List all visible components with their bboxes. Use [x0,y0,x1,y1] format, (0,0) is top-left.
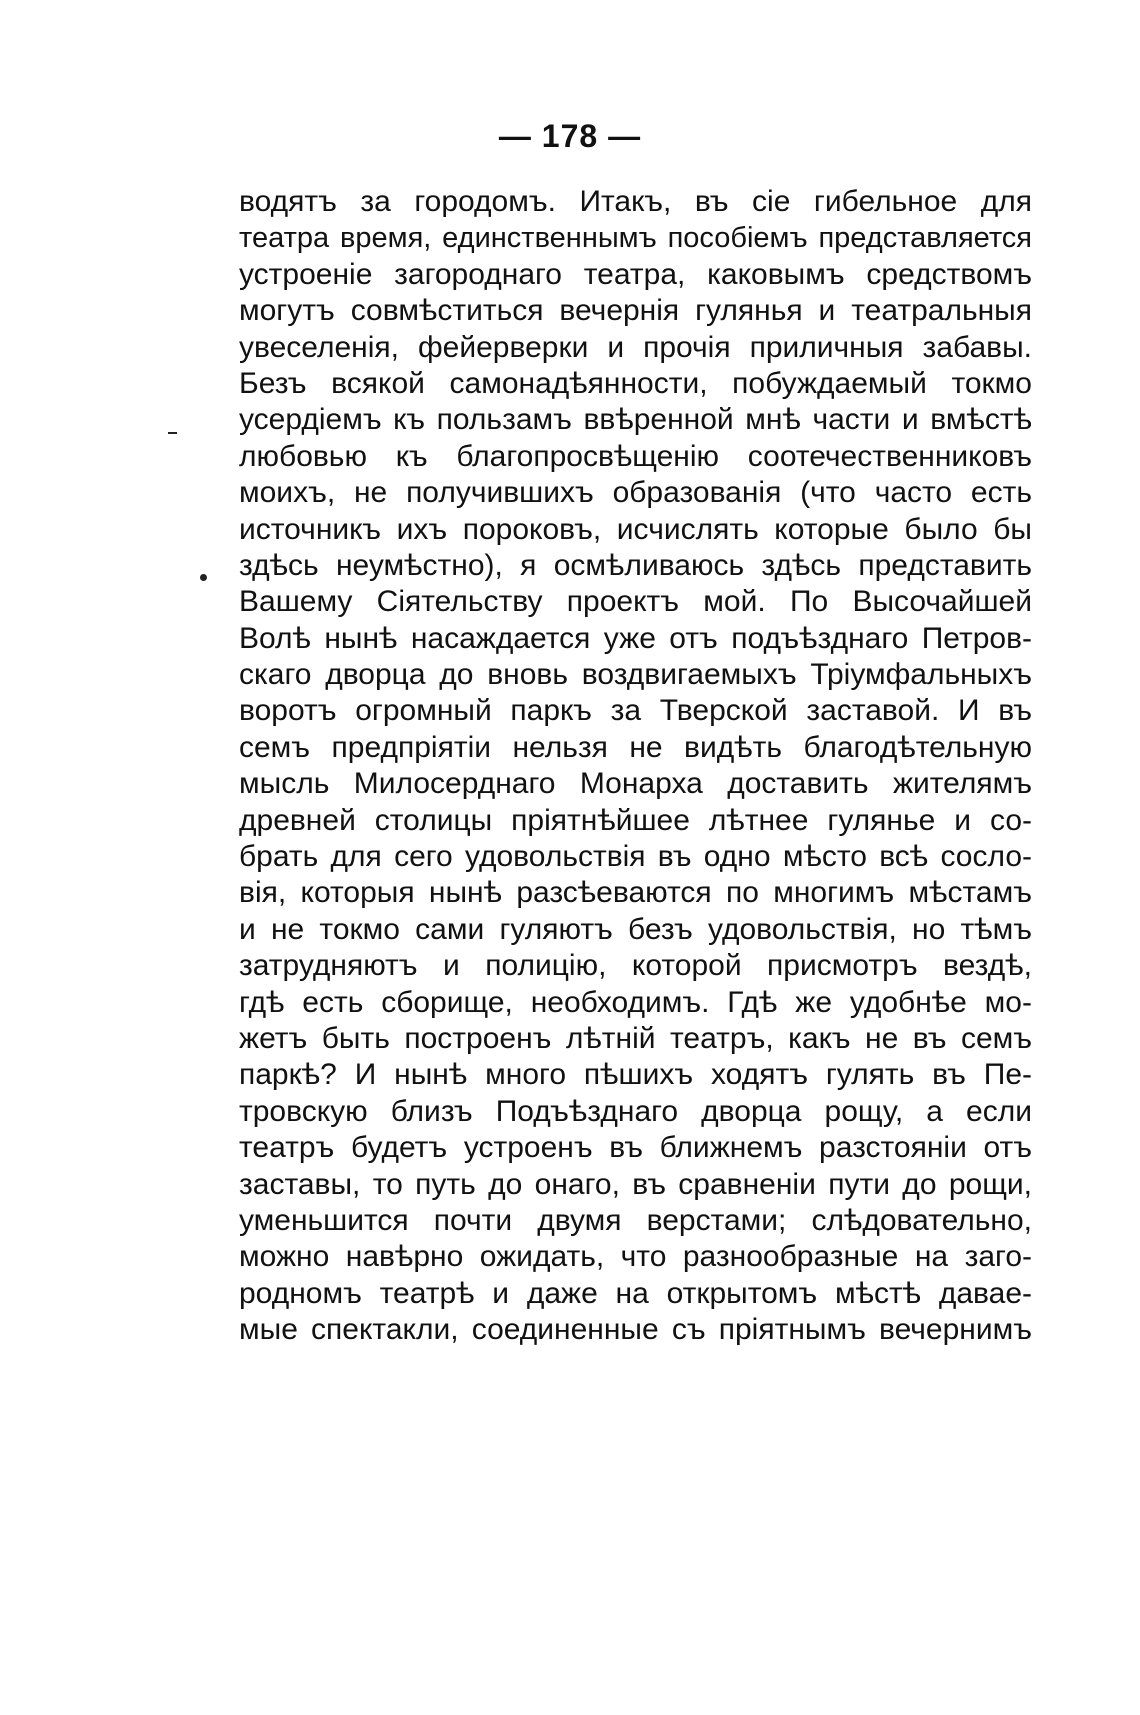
text-line: брать для сего удовольствія въ одно мѣсто всѣ сосло- [239,840,1032,874]
body-text [239,184,1032,1349]
text-line: скаго дворца до вновь воздвигаемыхъ Тріумфальныхъ [239,658,1032,692]
text-line: можно навѣрно ожидать, что разнообразные на заго- [239,1240,1032,1274]
text-line: Вашему Сіятельству проектъ мой. По Высочайшей [239,585,1032,619]
margin-dot-mark [200,574,207,581]
text-line: заставы, то путь до онаго, въ сравненіи пути до рощи, [239,1167,1032,1201]
text-line: театра время, единственнымъ пособіемъ представляется [239,222,1032,255]
text-line: театръ будетъ устроенъ въ ближнемъ разстояніи отъ [239,1131,1032,1165]
text-line: жетъ быть построенъ лѣтній театръ, какъ не въ семъ [239,1021,1032,1055]
text-line: тровскую близъ Подъѣзднаго дворца рощу, а если [239,1094,1032,1128]
text-line: любовью къ благопросвѣщенію соотечественниковъ [239,439,1032,473]
text-line: и не токмо сами гуляютъ безъ удовольствія, но тѣмъ [239,912,1032,946]
text-line: увеселенія, фейерверки и прочія приличныя забавы. [239,330,1032,364]
text-line: усердіемъ къ пользамъ ввѣренной мнѣ части и вмѣстѣ [239,403,1032,437]
text-line: устроеніе загороднаго театра, каковымъ средствомъ [239,257,1032,291]
text-line: мые спектакли, соединенные съ пріятнымъ вечернимъ [239,1313,1032,1347]
text-line: родномъ театрѣ и даже на открытомъ мѣстѣ давае- [239,1276,1032,1310]
text-line: могутъ совмѣститься вечернія гулянья и театральныя [239,294,1032,328]
text-line: здѣсь неумѣстно), я осмѣливаюсь здѣсь представить [239,548,1032,582]
page-number: — 178 — [498,118,642,154]
text-line: уменьшится почти двумя верстами; слѣдовательно, [239,1203,1032,1237]
text-line: источникъ ихъ пороковъ, исчислять которые было бы [239,512,1032,546]
text-line: паркѣ? И нынѣ много пѣшихъ ходятъ гулять въ Пе- [239,1058,1032,1092]
text-line: водятъ за городомъ. Итакъ, въ сіе гибельное для [239,185,1032,218]
text-line: гдѣ есть сборище, необходимъ. Гдѣ же удобнѣе мо- [239,985,1032,1019]
text-line: вія, которыя нынѣ разсѣеваются по многимъ мѣстамъ [239,876,1032,910]
text-line: мысль Милосерднаго Монарха доставить жителямъ [239,767,1032,801]
text-line: Безъ всякой самонадѣянности, побуждаемый токмо [239,366,1032,400]
margin-dash-mark [168,432,177,434]
text-line: древней столицы пріятнѣйшее лѣтнее гулянье и со- [239,803,1032,837]
text-line: воротъ огромный паркъ за Тверской заставой. И въ [239,694,1032,728]
text-line: семъ предпріятіи нельзя не видѣть благодѣтельную [239,730,1032,764]
text-line: моихъ, не получившихъ образованія (что часто есть [239,476,1032,510]
text-line: Волѣ нынѣ насаждается уже отъ подъѣзднаго Петров- [239,621,1032,655]
text-line: затрудняютъ и полицію, которой присмотръ вездѣ, [239,949,1032,983]
